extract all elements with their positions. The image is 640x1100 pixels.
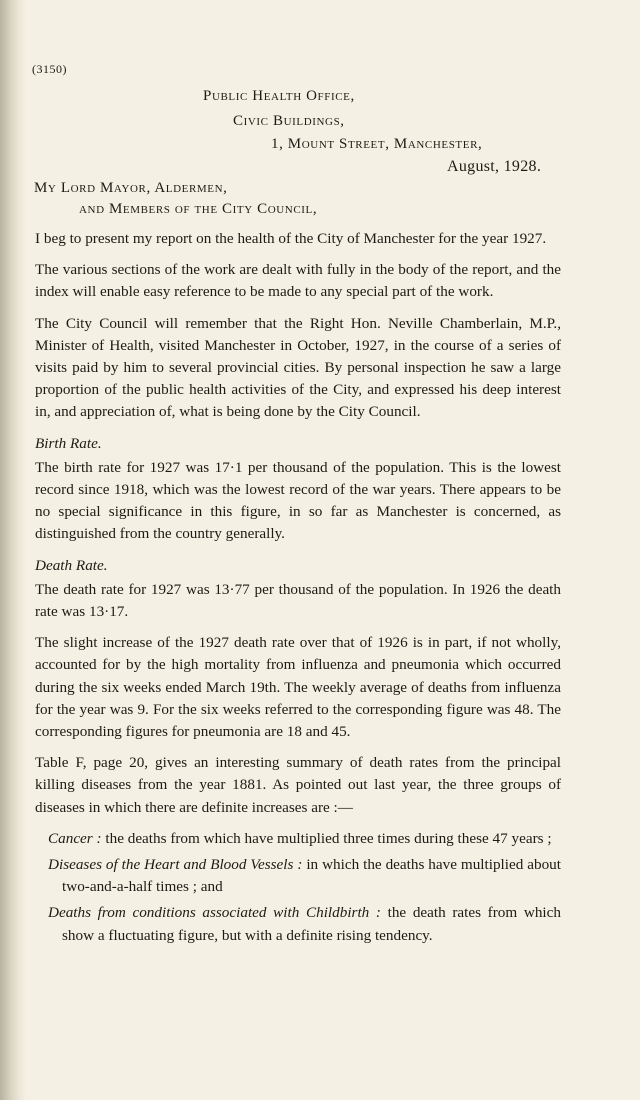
list-label-childbirth: Deaths from conditions associated with Childbirth : (48, 904, 381, 922)
paragraph-sections: The various sections of the work are dealt with fully in the body of the report, and the index will enable easy reference to be made to any special part of the work. (35, 261, 561, 301)
list-label-heart: Diseases of the Heart and Blood Vessels : (48, 856, 303, 874)
paragraph-intro: I beg to present my report on the health of the City of Manchester for the year 1927. (35, 230, 547, 247)
paragraph-birth-rate: The birth rate for 1927 was 17·1 per thousand of the population. This is the lowest record since 1918, which was the lowest record of the war years. There appears to be no special significance in this figure, in so far as Manchester is concerned, as distinguished from the country generally. (35, 458, 561, 543)
list-label-cancer: Cancer : (48, 829, 102, 847)
list-item-heart (35, 854, 561, 898)
heading-death-rate: Death Rate. (35, 556, 108, 574)
list-text-childbirth: the death rates from which show a fluctuating figure, but with a definite rising tendency. (62, 904, 561, 944)
list-text-cancer: the deaths from which have multiplied three times during these 47 years ; (101, 829, 552, 847)
salutation-line-2: and Members of the City Council, (79, 201, 318, 217)
paragraph-table-f: Table F, page 20, gives an interesting summary of death rates from the principal killing diseases from the year 1881. As pointed out last year, the three groups of diseases in which there are definite increases are :— (35, 754, 561, 816)
list-item-cancer (35, 828, 561, 850)
paragraph-death-rate: The death rate for 1927 was 13·77 per thousand of the population. In 1926 the death rate was 13·17. (35, 580, 561, 621)
address-line-3: 1, Mount Street, Manchester, (271, 136, 483, 152)
address-date: August, 1928. (447, 158, 542, 175)
page-reference: (3150) (32, 62, 67, 76)
salutation-line-1: My Lord Mayor, Aldermen, (34, 180, 228, 196)
paragraph-chamberlain-visit: The City Council will remember that the Right Hon. Neville Chamberlain, M.P., Minister of Health, visited Manchester in October, 1927, in the course of a series of visits paid by him to several provincial cities. By personal inspection he saw a large proportion of the public health activities of the City, and expressed his deep interest in, and appreciation of, what is being done by the City Council. (35, 314, 561, 421)
address-line-1: Public Health Office, (203, 88, 355, 104)
report-body (35, 228, 561, 951)
address-line-2: Civic Buildings, (233, 113, 345, 129)
heading-birth-rate: Birth Rate. (35, 434, 102, 452)
paragraph-death-rate-increase: The slight increase of the 1927 death rate over that of 1926 is in part, if not wholly, accounted for by the high mortality from influenza and pneumonia which occurred during the six weeks ended March 19th. The weekly average of deaths from influenza for the year was 9. For the six weeks referred to the corresponding figure was 48. The corresponding figures for pneumonia are 18 and 45. (35, 634, 561, 741)
list-item-childbirth (35, 902, 561, 946)
list-text-heart: in which the deaths have multiplied about two-and-a-half times ; and (62, 856, 561, 896)
